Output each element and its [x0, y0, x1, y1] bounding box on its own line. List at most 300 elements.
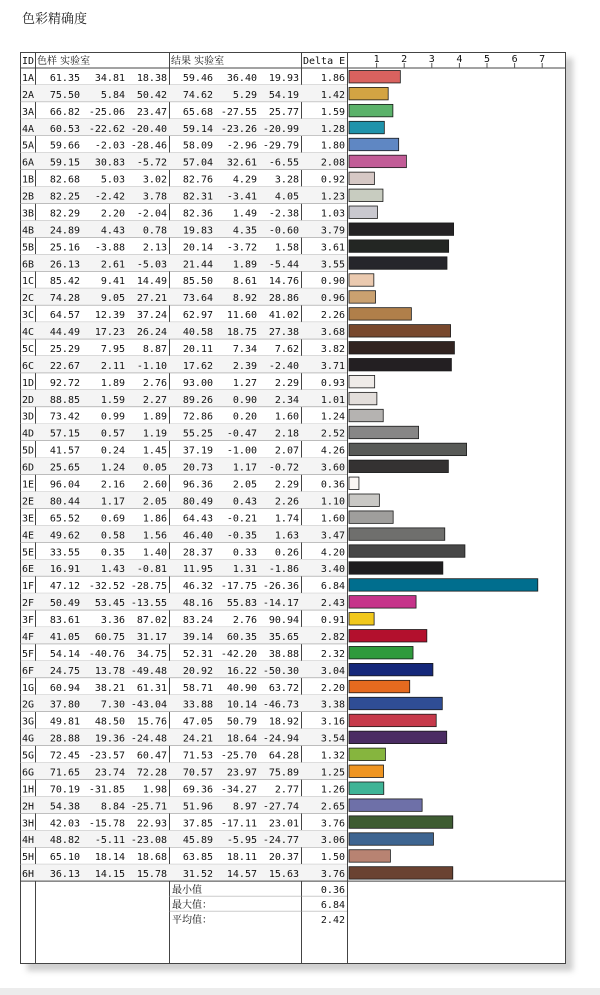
ref-value: 13.78 — [94, 665, 125, 677]
result-value: -2.38 — [268, 208, 299, 220]
result-value: 46.40 — [182, 530, 213, 542]
ref-value: 3.02 — [142, 174, 167, 186]
result-value: -23.26 — [220, 123, 257, 135]
delta-e-value-6G: 1.25 — [320, 767, 345, 779]
row-id-6D: 6D — [22, 462, 35, 474]
result-value: 1.89 — [232, 259, 257, 271]
result-value: 33.88 — [182, 699, 213, 711]
ref-value: 22.93 — [136, 818, 167, 830]
ref-value: 71.65 — [49, 767, 80, 779]
result-value: 96.36 — [182, 479, 213, 491]
ref-value: -0.81 — [136, 564, 167, 576]
delta-e-bar-6A — [349, 155, 406, 167]
ref-value: 1.24 — [100, 462, 125, 474]
ref-value: 50.49 — [49, 598, 80, 610]
result-value: 20.92 — [182, 665, 213, 677]
result-value: 39.14 — [182, 631, 213, 643]
summary-value-1: 6.84 — [320, 900, 345, 912]
result-value: 60.35 — [226, 631, 257, 643]
result-value: 55.25 — [182, 428, 213, 440]
result-value: 2.26 — [274, 496, 299, 508]
result-value: -24.94 — [262, 733, 299, 745]
ref-value: 88.85 — [49, 394, 80, 406]
delta-e-bar-6D — [349, 460, 448, 472]
ref-value: 60.94 — [49, 682, 80, 694]
result-value: -27.74 — [262, 801, 299, 813]
result-value: 82.76 — [182, 174, 213, 186]
ref-value: 37.24 — [136, 310, 167, 322]
ref-value: 34.81 — [94, 72, 125, 84]
ref-value: 59.66 — [49, 140, 80, 152]
result-value: 58.09 — [182, 140, 213, 152]
ref-value: -25.71 — [130, 801, 167, 813]
result-value: 64.28 — [268, 750, 299, 762]
row-id-1A: 1A — [22, 72, 35, 84]
header-id: ID — [22, 56, 35, 67]
ref-value: 0.78 — [142, 225, 167, 237]
ref-value: 26.13 — [49, 259, 80, 271]
row-id-1E: 1E — [22, 479, 35, 491]
result-value: -0.35 — [226, 530, 257, 542]
ref-value: 17.23 — [94, 327, 125, 339]
result-value: 69.36 — [182, 784, 213, 796]
result-value: 2.29 — [274, 377, 299, 389]
ref-value: 38.21 — [94, 682, 125, 694]
page-title: 色彩精确度 — [22, 12, 88, 27]
summary-label-1: 最大值： — [172, 900, 212, 912]
delta-e-value-3H: 3.76 — [320, 818, 345, 830]
ref-value: 18.14 — [94, 852, 125, 864]
delta-e-bar-5B — [349, 240, 449, 252]
delta-e-value-2E: 1.10 — [320, 496, 345, 508]
delta-e-bar-2F — [349, 596, 416, 608]
result-value: 89.26 — [182, 394, 213, 406]
delta-e-bar-1G — [349, 680, 410, 692]
delta-e-bar-4H — [349, 833, 433, 845]
row-id-6A: 6A — [22, 157, 35, 169]
delta-e-bar-3F — [349, 613, 374, 625]
row-id-6E: 6E — [22, 564, 35, 576]
ref-value: 24.75 — [49, 665, 80, 677]
ref-value: 3.78 — [142, 191, 167, 203]
delta-e-value-2H: 2.65 — [320, 801, 345, 813]
ref-value: 65.10 — [49, 852, 80, 864]
delta-e-value-4H: 3.06 — [320, 835, 345, 847]
ref-value: 57.15 — [49, 428, 80, 440]
ref-value: 82.25 — [49, 191, 80, 203]
ref-value: 12.39 — [94, 310, 125, 322]
delta-e-value-1H: 1.26 — [320, 784, 345, 796]
result-value: 2.18 — [274, 428, 299, 440]
row-id-4H: 4H — [22, 835, 35, 847]
ref-value: 42.03 — [49, 818, 80, 830]
result-value: -6.55 — [268, 157, 299, 169]
result-value: 37.19 — [182, 445, 213, 457]
result-value: 50.79 — [226, 716, 257, 728]
delta-e-bar-5F — [349, 646, 413, 658]
ref-value: 59.15 — [49, 157, 80, 169]
result-value: 19.83 — [182, 225, 213, 237]
ref-value: 60.75 — [94, 631, 125, 643]
ref-value: 50.42 — [136, 89, 167, 101]
result-value: -5.95 — [226, 835, 257, 847]
summary-value-2: 2.42 — [320, 915, 345, 927]
result-value: 4.05 — [274, 191, 299, 203]
ref-value: 14.15 — [94, 869, 125, 881]
ref-value: 8.84 — [100, 801, 125, 813]
ref-value: 7.95 — [100, 343, 125, 355]
result-value: 7.34 — [232, 343, 257, 355]
delta-e-value-6B: 3.55 — [320, 259, 345, 271]
delta-e-bar-2E — [349, 494, 379, 506]
delta-e-value-6A: 2.08 — [320, 157, 345, 169]
result-value: 48.16 — [182, 598, 213, 610]
ref-value: -25.06 — [88, 106, 125, 118]
row-id-4D: 4D — [22, 428, 35, 440]
result-value: 11.95 — [182, 564, 213, 576]
row-id-1H: 1H — [22, 784, 35, 796]
result-value: -27.55 — [220, 106, 257, 118]
result-value: 82.31 — [182, 191, 213, 203]
result-value: -26.36 — [262, 581, 299, 593]
result-value: 15.63 — [268, 869, 299, 881]
summary-value-0: 0.36 — [320, 885, 345, 897]
delta-e-value-2F: 2.43 — [320, 598, 345, 610]
result-value: 8.92 — [232, 293, 257, 305]
result-value: -50.30 — [262, 665, 299, 677]
result-value: -5.44 — [268, 259, 299, 271]
ref-value: 72.45 — [49, 750, 80, 762]
result-value: 52.31 — [182, 648, 213, 660]
result-value: 38.88 — [268, 648, 299, 660]
ref-value: 85.42 — [49, 276, 80, 288]
row-id-1C: 1C — [22, 276, 35, 288]
ref-value: 31.17 — [136, 631, 167, 643]
row-id-3C: 3C — [22, 310, 35, 322]
delta-e-value-3D: 1.24 — [320, 411, 345, 423]
delta-e-bar-6F — [349, 663, 433, 675]
result-value: 3.28 — [274, 174, 299, 186]
delta-e-value-1G: 2.20 — [320, 682, 345, 694]
delta-e-value-5F: 2.32 — [320, 648, 345, 660]
result-value: 41.02 — [268, 310, 299, 322]
ref-value: 92.72 — [49, 377, 80, 389]
ref-value: 2.16 — [100, 479, 125, 491]
delta-e-value-1D: 0.93 — [320, 377, 345, 389]
ref-value: 87.02 — [136, 615, 167, 627]
ref-value: 33.55 — [49, 547, 80, 559]
ref-value: 2.13 — [142, 242, 167, 254]
result-value: 20.14 — [182, 242, 213, 254]
result-value: 23.97 — [226, 767, 257, 779]
row-id-6B: 6B — [22, 259, 35, 271]
delta-e-bar-2B — [349, 189, 383, 201]
delta-e-value-1C: 0.90 — [320, 276, 345, 288]
result-value: 70.57 — [182, 767, 213, 779]
ref-value: 64.57 — [49, 310, 80, 322]
ref-value: -15.78 — [88, 818, 125, 830]
ref-value: 0.05 — [142, 462, 167, 474]
row-id-3H: 3H — [22, 818, 35, 830]
result-value: -42.20 — [220, 648, 257, 660]
ref-value: -23.08 — [130, 835, 167, 847]
delta-e-bar-1C — [349, 274, 374, 286]
ref-value: 41.05 — [49, 631, 80, 643]
result-value: 2.34 — [274, 394, 299, 406]
row-id-4B: 4B — [22, 225, 35, 237]
result-value: 2.77 — [274, 784, 299, 796]
ref-value: -20.40 — [130, 123, 167, 135]
ref-value: 18.38 — [136, 72, 167, 84]
row-id-3A: 3A — [22, 106, 35, 118]
row-id-5B: 5B — [22, 242, 35, 254]
row-id-2E: 2E — [22, 496, 35, 508]
result-value: 1.49 — [232, 208, 257, 220]
row-id-5E: 5E — [22, 547, 35, 559]
result-value: 82.36 — [182, 208, 213, 220]
result-value: 7.62 — [274, 343, 299, 355]
delta-e-bar-3D — [349, 409, 383, 421]
delta-e-value-4D: 2.52 — [320, 428, 345, 440]
result-value: 31.52 — [182, 869, 213, 881]
result-value: 65.68 — [182, 106, 213, 118]
row-id-3F: 3F — [22, 615, 35, 627]
ref-value: 7.30 — [100, 699, 125, 711]
row-id-6H: 6H — [22, 869, 35, 881]
ref-value: -3.88 — [94, 242, 125, 254]
ref-value: 23.74 — [94, 767, 125, 779]
axis-tick-label-1: 1 — [373, 54, 380, 65]
ref-value: 60.47 — [136, 750, 167, 762]
delta-e-bar-4B — [349, 223, 454, 235]
ref-value: 0.58 — [100, 530, 125, 542]
delta-e-bar-2C — [349, 291, 375, 303]
result-value: 55.83 — [226, 598, 257, 610]
ref-value: 0.35 — [100, 547, 125, 559]
result-value: 2.05 — [232, 479, 257, 491]
row-id-4A: 4A — [22, 123, 35, 135]
ref-value: 2.11 — [100, 360, 125, 372]
ref-value: -5.03 — [136, 259, 167, 271]
delta-e-bar-3B — [349, 206, 377, 218]
ref-value: 74.28 — [49, 293, 80, 305]
result-value: 72.86 — [182, 411, 213, 423]
ref-value: 30.83 — [94, 157, 125, 169]
delta-e-bar-6H — [349, 867, 453, 879]
ref-value: 1.59 — [100, 394, 125, 406]
result-value: 57.04 — [182, 157, 213, 169]
result-value: 75.89 — [268, 767, 299, 779]
delta-e-table-chart — [20, 52, 566, 964]
result-value: 64.43 — [182, 513, 213, 525]
row-id-4G: 4G — [22, 733, 35, 745]
delta-e-value-6H: 3.76 — [320, 869, 345, 881]
result-value: -46.73 — [262, 699, 299, 711]
row-id-3D: 3D — [22, 411, 35, 423]
result-value: 4.35 — [232, 225, 257, 237]
delta-e-value-6E: 3.40 — [320, 564, 345, 576]
ref-value: -22.62 — [88, 123, 125, 135]
result-value: -0.21 — [226, 513, 257, 525]
ref-value: 26.24 — [136, 327, 167, 339]
delta-e-value-3C: 2.26 — [320, 310, 345, 322]
row-id-1B: 1B — [22, 174, 35, 186]
row-id-2D: 2D — [22, 394, 35, 406]
ref-value: -43.04 — [130, 699, 167, 711]
ref-value: -40.76 — [88, 648, 125, 660]
delta-e-value-6F: 3.04 — [320, 665, 345, 677]
delta-e-value-4F: 2.82 — [320, 631, 345, 643]
ref-value: 0.99 — [100, 411, 125, 423]
ref-value: 16.91 — [49, 564, 80, 576]
result-value: 16.22 — [226, 665, 257, 677]
ref-value: 34.75 — [136, 648, 167, 660]
delta-e-bar-4D — [349, 426, 419, 438]
ref-value: 3.36 — [100, 615, 125, 627]
row-id-1F: 1F — [22, 581, 35, 593]
result-value: 1.31 — [232, 564, 257, 576]
ref-value: -24.48 — [130, 733, 167, 745]
delta-e-value-3G: 3.16 — [320, 716, 345, 728]
result-value: 59.46 — [182, 72, 213, 84]
ref-value: 2.61 — [100, 259, 125, 271]
result-value: 18.11 — [226, 852, 257, 864]
delta-e-bar-6G — [349, 765, 384, 777]
row-id-5F: 5F — [22, 648, 35, 660]
result-value: 51.96 — [182, 801, 213, 813]
row-id-5A: 5A — [22, 140, 35, 152]
result-value: 25.77 — [268, 106, 299, 118]
ref-value: 1.19 — [142, 428, 167, 440]
ref-value: 44.49 — [49, 327, 80, 339]
delta-e-value-5E: 4.20 — [320, 547, 345, 559]
ref-value: 82.29 — [49, 208, 80, 220]
result-value: -14.17 — [262, 598, 299, 610]
delta-e-bar-2D — [349, 392, 377, 404]
result-value: 20.37 — [268, 852, 299, 864]
ref-value: 14.49 — [136, 276, 167, 288]
result-value: 18.64 — [226, 733, 257, 745]
ref-value: 24.89 — [49, 225, 80, 237]
result-value: 0.33 — [232, 547, 257, 559]
delta-e-bar-6C — [349, 358, 451, 370]
delta-e-bar-3C — [349, 308, 411, 320]
ref-value: 1.98 — [142, 784, 167, 796]
axis-tick-label-2: 2 — [401, 54, 408, 65]
result-value: -1.00 — [226, 445, 257, 457]
delta-e-bar-2H — [349, 799, 422, 811]
delta-e-bar-4C — [349, 325, 451, 337]
result-value: 14.57 — [226, 869, 257, 881]
result-value: 0.90 — [232, 394, 257, 406]
delta-e-value-5A: 1.80 — [320, 140, 345, 152]
delta-e-bar-1E — [349, 477, 359, 489]
row-id-6F: 6F — [22, 665, 35, 677]
result-value: 2.07 — [274, 445, 299, 457]
result-value: -3.41 — [226, 191, 257, 203]
ref-value: 9.05 — [100, 293, 125, 305]
row-id-2G: 2G — [22, 699, 35, 711]
result-value: -0.60 — [268, 225, 299, 237]
delta-e-value-3F: 0.91 — [320, 615, 345, 627]
row-id-3G: 3G — [22, 716, 35, 728]
delta-e-value-5C: 3.82 — [320, 343, 345, 355]
delta-e-bar-4A — [349, 121, 384, 133]
axis-tick-label-3: 3 — [428, 54, 435, 65]
delta-e-bar-6B — [349, 257, 447, 269]
ref-value: 47.12 — [49, 581, 80, 593]
ref-value: -2.03 — [94, 140, 125, 152]
delta-e-bar-5E — [349, 545, 465, 557]
result-value: 23.01 — [268, 818, 299, 830]
delta-e-value-1A: 1.86 — [320, 72, 345, 84]
result-value: 46.32 — [182, 581, 213, 593]
ref-value: -28.75 — [130, 581, 167, 593]
result-value: 62.97 — [182, 310, 213, 322]
ref-value: -5.11 — [94, 835, 125, 847]
row-id-4F: 4F — [22, 631, 35, 643]
row-id-5D: 5D — [22, 445, 35, 457]
delta-e-bar-1F — [349, 579, 538, 591]
delta-e-value-5G: 1.32 — [320, 750, 345, 762]
ref-value: -31.85 — [88, 784, 125, 796]
row-id-6C: 6C — [22, 360, 35, 372]
row-id-5G: 5G — [22, 750, 35, 762]
delta-e-bar-3A — [349, 104, 393, 116]
delta-e-bar-4G — [349, 731, 447, 743]
ref-value: 66.82 — [49, 106, 80, 118]
axis-tick-label-6: 6 — [511, 54, 518, 65]
delta-e-bar-1D — [349, 375, 375, 387]
delta-e-bar-5A — [349, 138, 399, 150]
ref-value: 2.27 — [142, 394, 167, 406]
result-value: 36.40 — [226, 72, 257, 84]
ref-value: 28.88 — [49, 733, 80, 745]
ref-value: 25.29 — [49, 343, 80, 355]
ref-value: 27.21 — [136, 293, 167, 305]
result-value: 21.44 — [182, 259, 213, 271]
delta-e-value-6C: 3.71 — [320, 360, 345, 372]
summary-label-0: 最小值 — [172, 885, 202, 897]
ref-value: 41.57 — [49, 445, 80, 457]
delta-e-value-5B: 3.61 — [320, 242, 345, 254]
result-value: 73.64 — [182, 293, 213, 305]
result-value: -0.47 — [226, 428, 257, 440]
result-value: 18.92 — [268, 716, 299, 728]
delta-e-value-5H: 1.50 — [320, 852, 345, 864]
delta-e-value-4G: 3.54 — [320, 733, 345, 745]
row-id-5C: 5C — [22, 343, 35, 355]
result-value: 11.60 — [226, 310, 257, 322]
result-value: -1.86 — [268, 564, 299, 576]
delta-e-value-3A: 1.59 — [320, 106, 345, 118]
result-value: -24.77 — [262, 835, 299, 847]
ref-value: 54.14 — [49, 648, 80, 660]
delta-e-bar-5H — [349, 850, 390, 862]
ref-value: 49.81 — [49, 716, 80, 728]
ref-value: 5.03 — [100, 174, 125, 186]
ref-value: 19.36 — [94, 733, 125, 745]
delta-e-bar-4F — [349, 630, 427, 642]
delta-e-value-2D: 1.01 — [320, 394, 345, 406]
result-value: 8.97 — [232, 801, 257, 813]
ref-value: 18.68 — [136, 852, 167, 864]
ref-value: 1.17 — [100, 496, 125, 508]
ref-value: 0.24 — [100, 445, 125, 457]
result-value: -17.75 — [220, 581, 257, 593]
delta-e-value-4C: 3.68 — [320, 327, 345, 339]
ref-value: 1.40 — [142, 547, 167, 559]
